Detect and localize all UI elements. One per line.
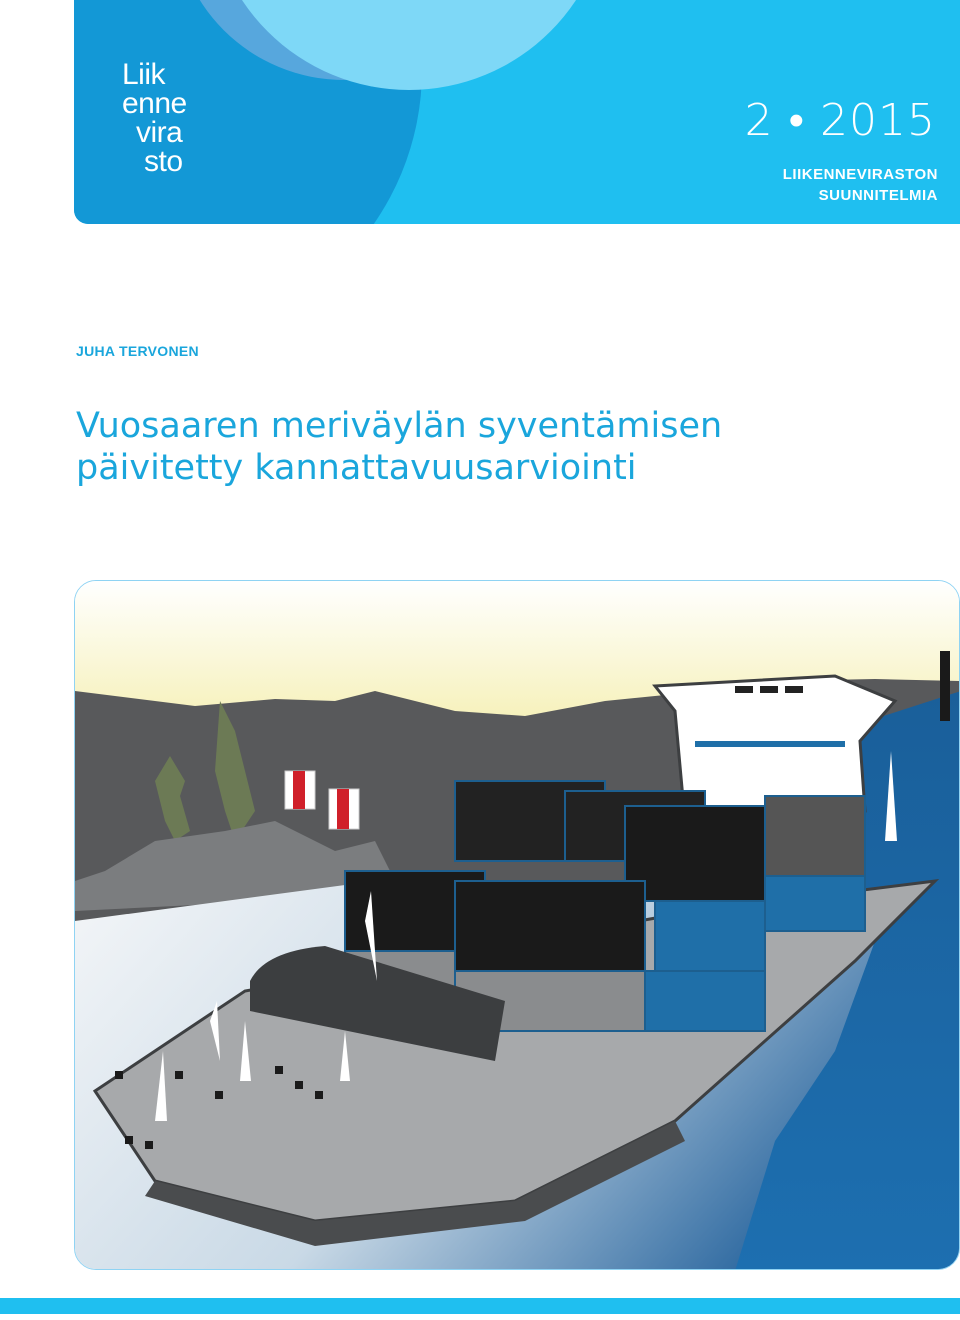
document-title	[76, 405, 936, 489]
logo-line: Liik	[122, 58, 166, 91]
author-name: JUHA TERVONEN	[76, 343, 199, 359]
logo-line: sto	[144, 145, 183, 178]
series-number: 2 • 2015	[744, 95, 936, 146]
footer-bar	[0, 1298, 960, 1314]
liikennevirasto-logo	[122, 60, 187, 176]
series-name-line: LIIKENNEVIRASTON	[782, 166, 938, 183]
cover-illustration	[74, 580, 960, 1270]
logo-line: enne	[122, 87, 187, 120]
header-banner	[74, 0, 960, 224]
series-name-line: SUUNNITELMIA	[818, 187, 938, 204]
title-line: Vuosaaren meriväylän syventämisen	[76, 406, 723, 446]
container-ship-icon	[75, 581, 960, 1270]
logo-line: vira	[136, 116, 183, 149]
series-name	[783, 164, 938, 206]
title-line: päivitetty kannattavuusarviointi	[76, 448, 637, 488]
